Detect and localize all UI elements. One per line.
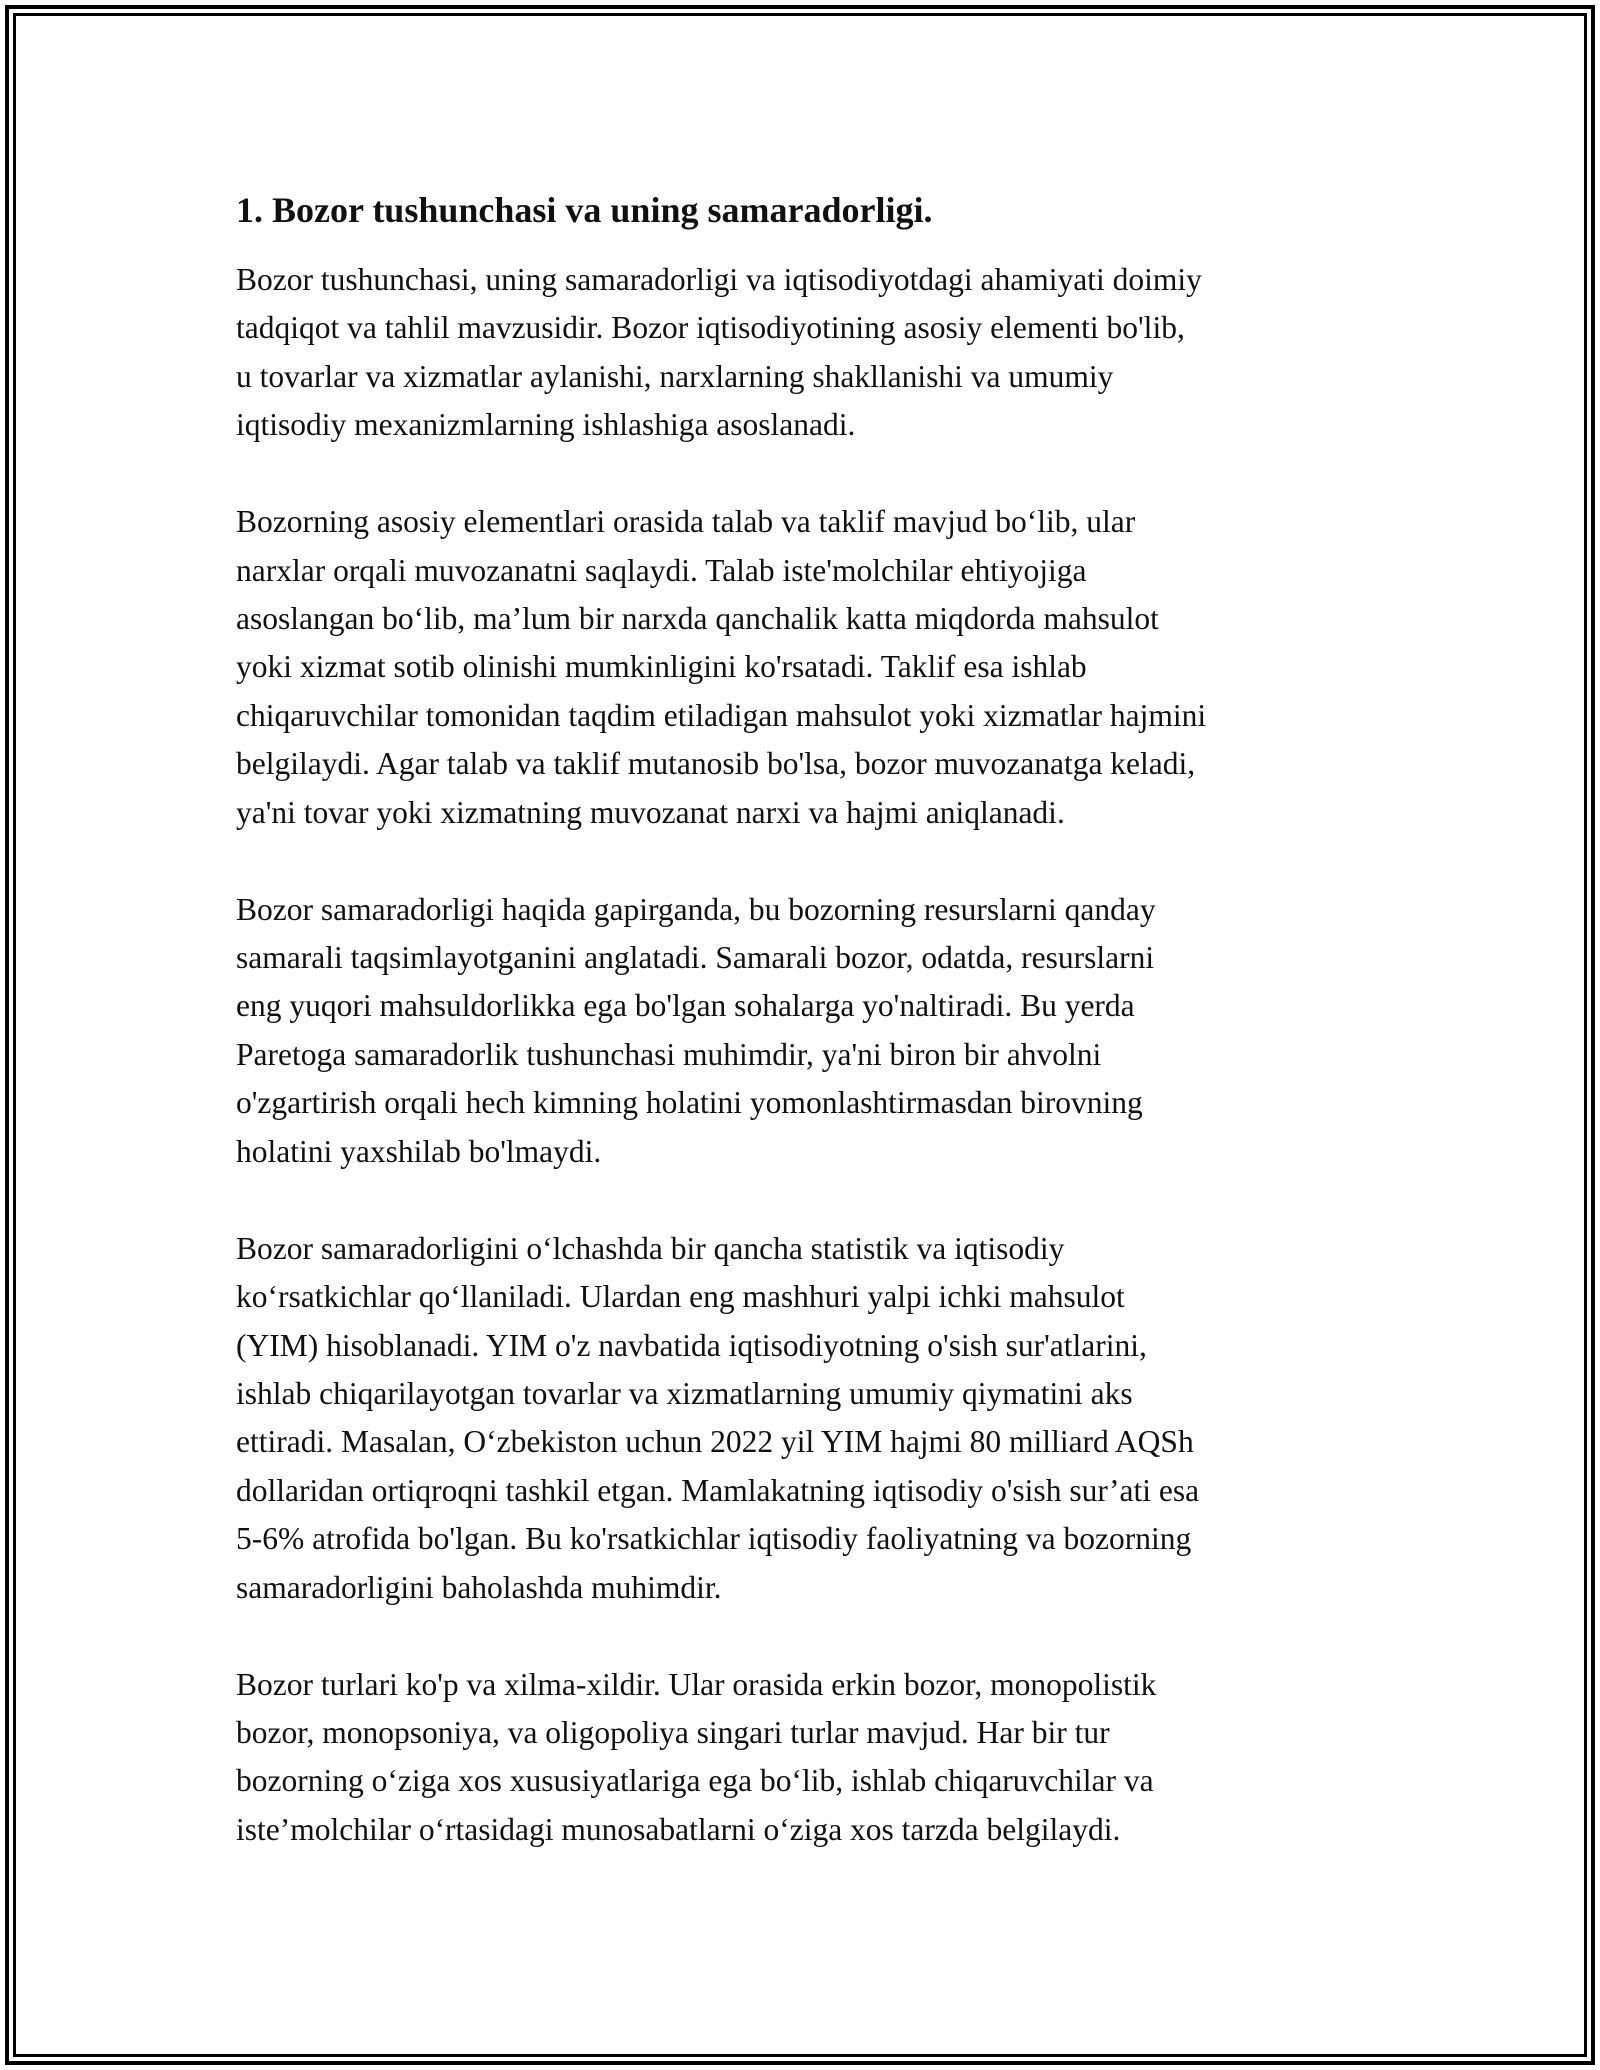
text-line: ishlab chiqarilayotgan tovarlar va xizmatlarning umumiy qiymatini aks xyxy=(236,1375,1133,1411)
text-line: eng yuqori mahsuldorlikka ega bo'lgan sohalarga yo'naltiradi. Bu yerda xyxy=(236,988,1135,1024)
section-heading: 1. Bozor tushunchasi va uning samaradorligi. xyxy=(236,190,933,230)
paragraph-market-efficiency xyxy=(236,886,1371,1176)
text-line: Bozor turlari ko'p va xilma-xildir. Ular orasida erkin bozor, monopolistik xyxy=(236,1666,1157,1702)
text-line: dollaridan ortiqroqni tashkil etgan. Mamlakatning iqtisodiy o'sish sur’ati esa xyxy=(236,1472,1200,1508)
text-line: ya'ni tovar yoki xizmatning muvozanat narxi va hajmi aniqlanadi. xyxy=(236,794,1065,830)
text-line: asoslangan bo‘lib, ma’lum bir narxda qanchalik katta miqdorda mahsulot xyxy=(236,601,1159,637)
text-line: Bozor samaradorligini o‘lchashda bir qancha statistik va iqtisodiy xyxy=(236,1230,1065,1266)
paragraph-market-types xyxy=(236,1661,1371,1855)
paragraph-supply-demand xyxy=(236,498,1371,837)
text-line: iste’molchilar o‘rtasidagi munosabatlarni o‘ziga xos tarzda belgilaydi. xyxy=(236,1811,1121,1847)
text-line: Bozor samaradorligi haqida gapirganda, bu bozorning resurslarni qanday xyxy=(236,891,1156,927)
paragraph-intro xyxy=(236,256,1371,450)
text-line: chiqaruvchilar tomonidan taqdim etiladigan mahsulot yoki xizmatlar hajmini xyxy=(236,697,1207,733)
text-line: samarali taqsimlayotganini anglatadi. Samarali bozor, odatda, resurslarni xyxy=(236,940,1155,976)
text-line: Bozor tushunchasi, uning samaradorligi va iqtisodiyotdagi ahamiyati doimiy xyxy=(236,262,1202,297)
text-line: iqtisodiy mexanizmlarning ishlashiga asoslanadi. xyxy=(236,407,856,443)
text-line: narxlar orqali muvozanatni saqlaydi. Talab iste'molchilar ehtiyojiga xyxy=(236,552,1087,588)
text-line: samaradorligini baholashda muhimdir. xyxy=(236,1569,722,1605)
document-body xyxy=(236,186,1371,1903)
text-line: bozorning o‘ziga xos xususiyatlariga ega bo‘lib, ishlab chiqaruvchilar va xyxy=(236,1763,1154,1799)
text-line: ko‘rsatkichlar qo‘llaniladi. Ulardan eng mashhuri yalpi ichki mahsulot xyxy=(236,1279,1125,1315)
text-line: belgilaydi. Agar talab va taklif mutanosib bo'lsa, bozor muvozanatga keladi, xyxy=(236,746,1196,782)
text-line: Bozorning asosiy elementlari orasida talab va taklif mavjud bo‘lib, ular xyxy=(236,504,1136,540)
text-line: u tovarlar va xizmatlar aylanishi, narxlarning shakllanishi va umumiy xyxy=(236,358,1114,394)
text-line: (YIM) hisoblanadi. YIM o'z navbatida iqtisodiyotning o'sish sur'atlarini, xyxy=(236,1327,1147,1363)
paragraph-indicators xyxy=(236,1225,1371,1612)
text-line: Paretoga samaradorlik tushunchasi muhimdir, ya'ni biron bir ahvolni xyxy=(236,1036,1102,1072)
text-line: o'zgartirish orqali hech kimning holatini yomonlashtirmasdan birovning xyxy=(236,1085,1143,1121)
text-line: ettiradi. Masalan, O‘zbekiston uchun 2022 yil YIM hajmi 80 milliard AQSh xyxy=(236,1424,1194,1460)
text-line: holatini yaxshilab bo'lmaydi. xyxy=(236,1133,602,1169)
text-line: tadqiqot va tahlil mavzusidir. Bozor iqtisodiyotining asosiy elementi bo'lib, xyxy=(236,310,1185,346)
text-line: 5-6% atrofida bo'lgan. Bu ko'rsatkichlar iqtisodiy faoliyatning va bozorning xyxy=(236,1521,1192,1557)
text-line: bozor, monopsoniya, va oligopoliya singari turlar mavjud. Har bir tur xyxy=(236,1714,1110,1750)
text-line: yoki xizmat sotib olinishi mumkinligini ko'rsatadi. Taklif esa ishlab xyxy=(236,649,1087,685)
